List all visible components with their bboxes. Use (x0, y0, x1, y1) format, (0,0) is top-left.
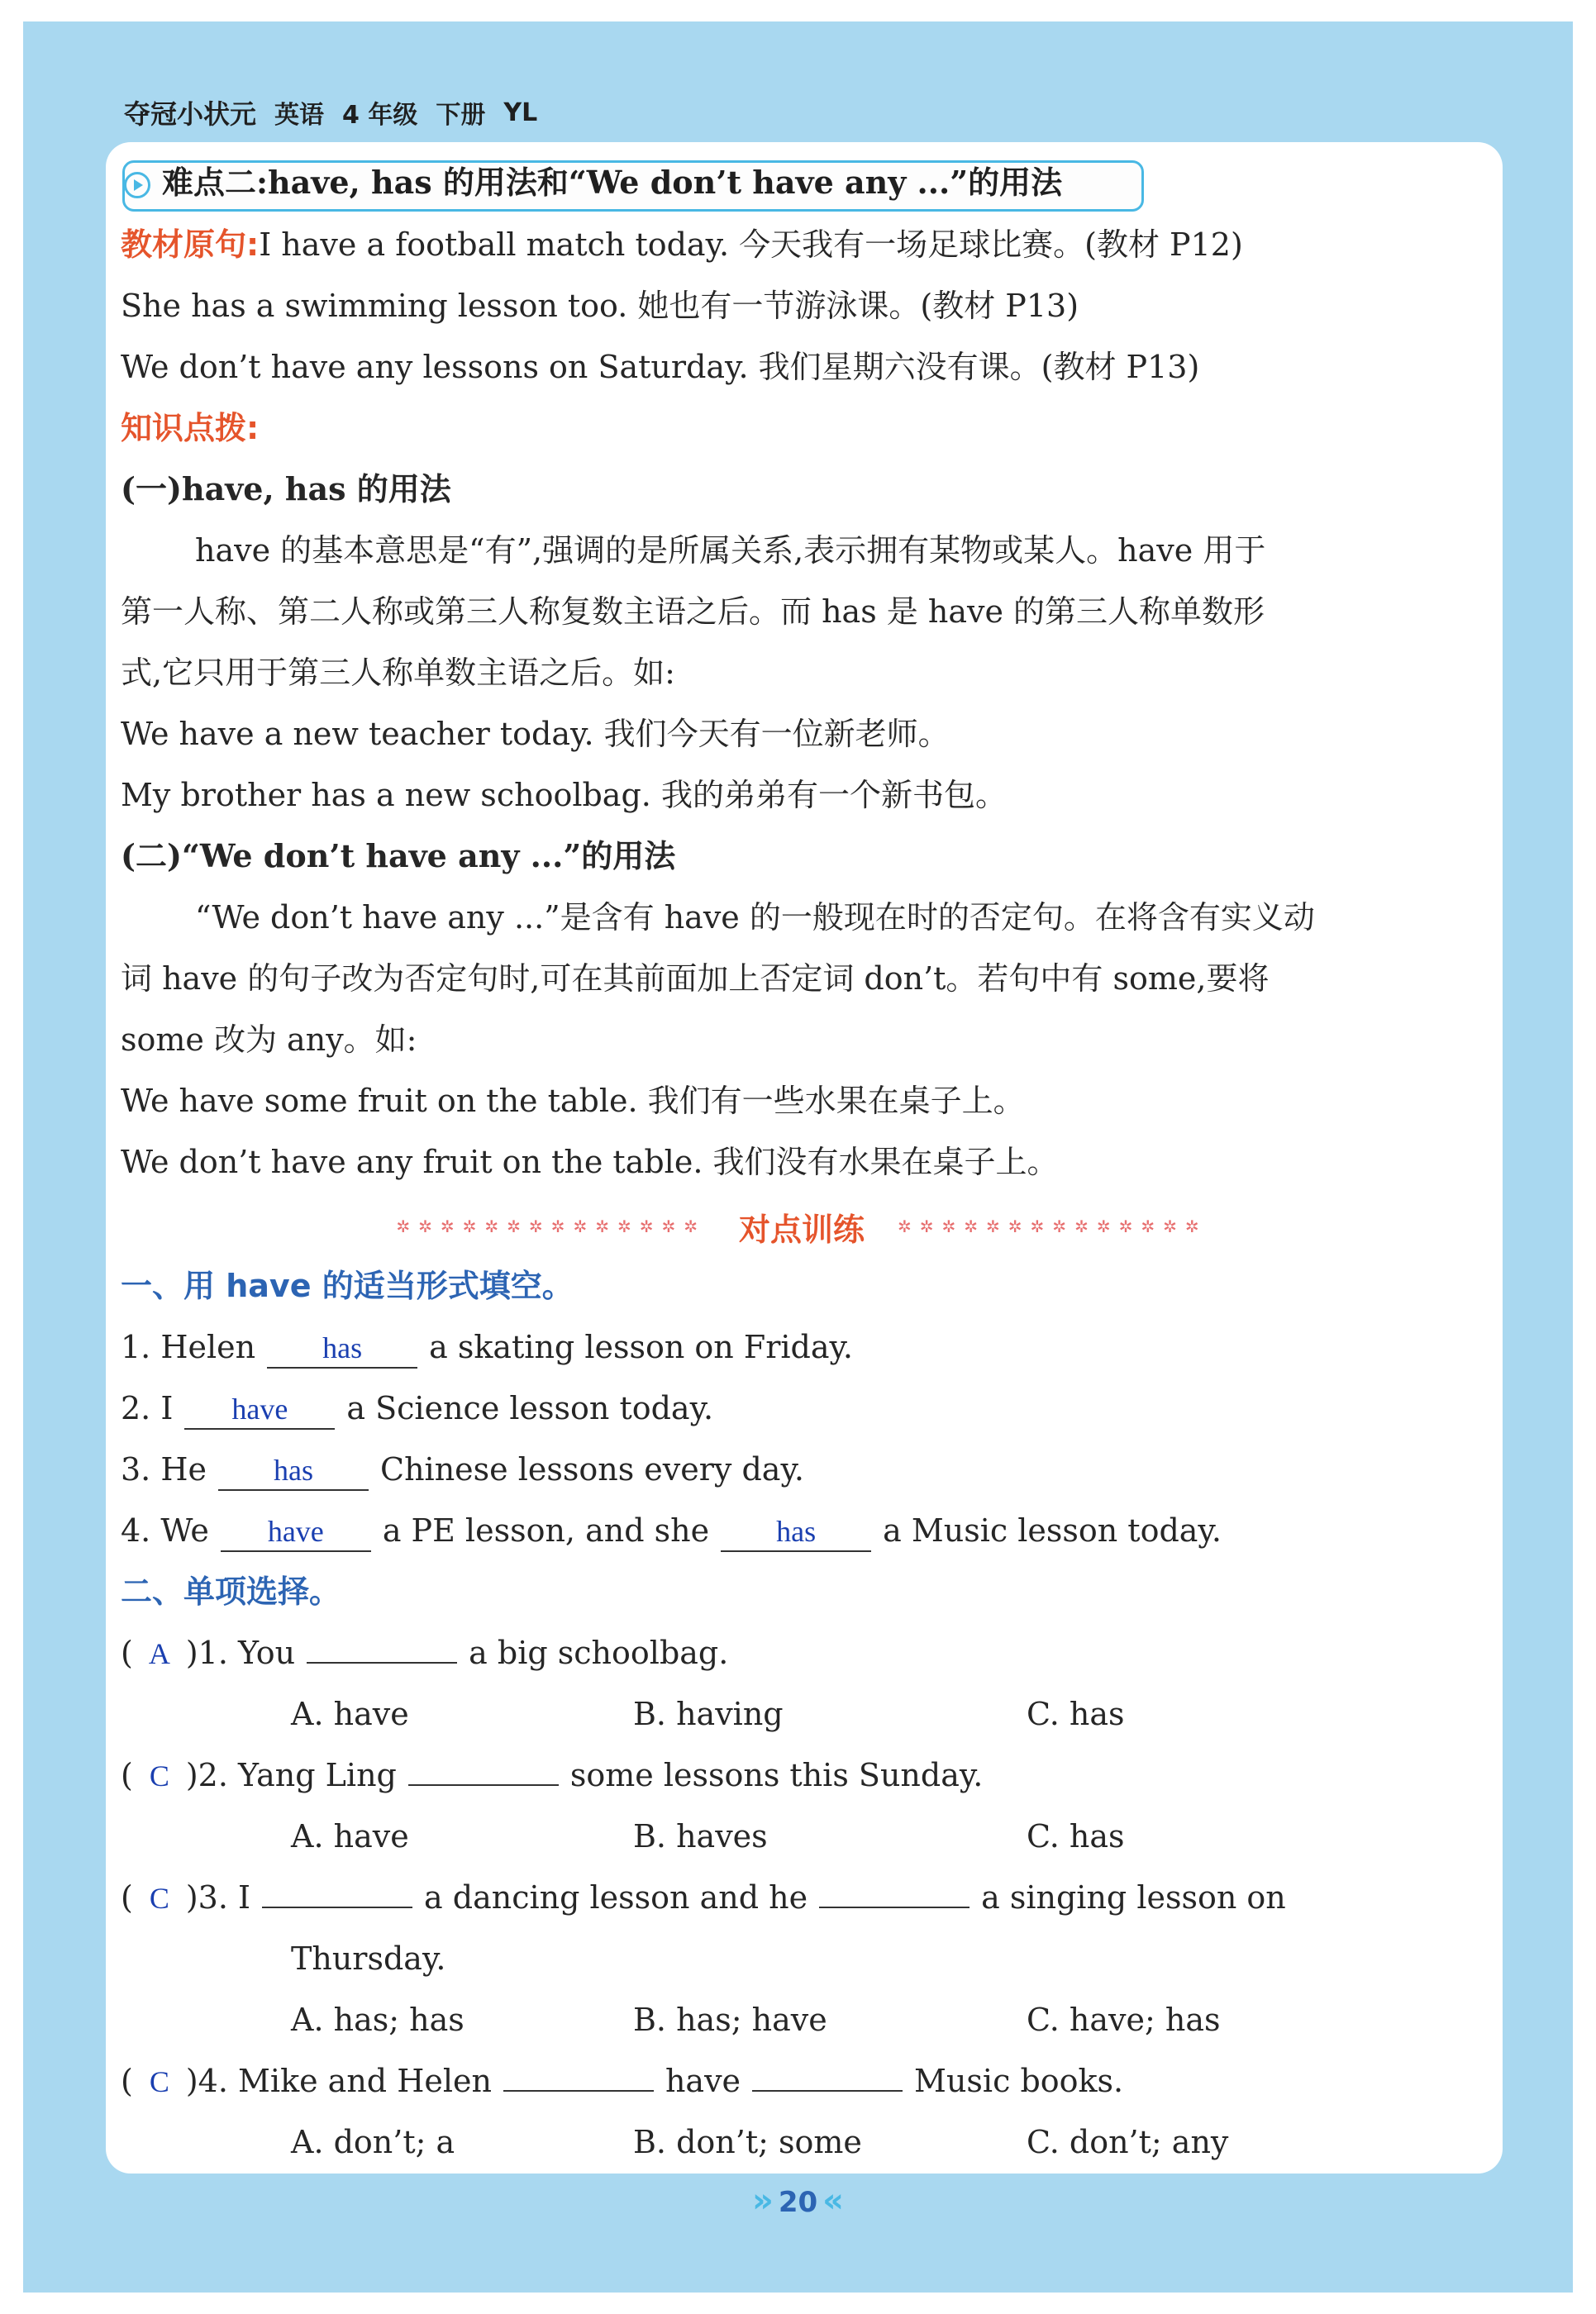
answer-blank[interactable] (307, 1662, 457, 1664)
option-a[interactable]: A. have (291, 1818, 409, 1855)
section-heading: 难点二:have, has 的用法和“We don’t have any ...”的用法 (162, 164, 1063, 201)
option-a[interactable]: A. have (291, 1696, 409, 1732)
fill-item-3: 3. He has Chinese lessons every day. (121, 1445, 1513, 1494)
answer-blank[interactable]: has (267, 1328, 417, 1369)
option-c[interactable]: C. has (1027, 1818, 1125, 1855)
chevron-left-icon: « (822, 2182, 844, 2220)
answer-blank[interactable] (752, 2090, 903, 2092)
fill-item-4: 4. We have a PE lesson, and she has a Music lesson today. (121, 1506, 1513, 1555)
answer-blank[interactable]: have (184, 1389, 335, 1430)
part1-example-1: We have a new teacher today. 我们今天有一位新老师。 (121, 716, 950, 752)
part1-title: (一)have, has 的用法 (121, 470, 451, 507)
option-c[interactable]: C. has (1027, 1696, 1125, 1732)
option-b[interactable]: B. don’t; some (633, 2124, 862, 2160)
mc-question-2: ( C )2. Yang Ling some lessons this Sunday. (121, 1750, 1513, 1801)
section1-title: 一、用 have 的适当形式填空。 (121, 1268, 574, 1304)
answer-blank[interactable] (408, 1784, 559, 1786)
answer-blank[interactable]: has (218, 1450, 369, 1491)
source-line-3: We don’t have any lessons on Saturday. 我们星期六没有课。(教材 P13) (121, 349, 1200, 385)
mc-question-1: ( A )1. You a big schoolbag. (121, 1628, 1513, 1678)
answer-blank[interactable] (262, 1907, 412, 1908)
option-a[interactable]: A. don’t; a (291, 2124, 455, 2160)
chevron-right-icon: » (751, 2182, 774, 2220)
answer-blank[interactable] (503, 2090, 654, 2092)
fill-item-1: 1. Helen has a skating lesson on Friday. (121, 1322, 1513, 1372)
training-divider (307, 1200, 1296, 1253)
option-c[interactable]: C. have; has (1027, 2002, 1221, 2038)
source-label: 教材原句: (121, 226, 260, 263)
option-a[interactable]: A. has; has (291, 2002, 465, 2038)
part2-para-3: some 改为 any。如: (121, 1021, 417, 1058)
option-b[interactable]: B. has; have (633, 2002, 827, 2038)
part2-example-2: We don’t have any fruit on the table. 我们没有水果在桌子上。 (121, 1144, 1059, 1180)
mc-answer[interactable]: C (149, 2065, 169, 2098)
mc-answer[interactable]: C (149, 1882, 169, 1915)
option-b[interactable]: B. having (633, 1696, 784, 1732)
option-b[interactable]: B. haves (633, 1818, 768, 1855)
part1-para-3: 式,它只用于第三人称单数主语之后。如: (121, 655, 675, 691)
tips-label: 知识点拨: (121, 410, 260, 446)
section2-title: 二、单项选择。 (121, 1574, 341, 1610)
part2-title: (二)“We don’t have any ...”的用法 (121, 837, 676, 874)
mc-answer[interactable]: C (149, 1759, 169, 1793)
answer-blank[interactable]: has (721, 1512, 871, 1552)
training-title: 对点训练 (738, 1211, 865, 1248)
subject-label: 英语 (274, 101, 325, 130)
grade-label: 4 年级 (342, 101, 418, 130)
part1-example-2: My brother has a new schoolbag. 我的弟弟有一个新书包。 (121, 777, 1007, 813)
mc-question-3: ( C )3. I a dancing lesson and he a singing lesson on (121, 1873, 1513, 1923)
volume-label: 下册 (436, 101, 486, 130)
option-c[interactable]: C. don’t; any (1027, 2124, 1229, 2160)
brand-title: 夺冠小状元 (124, 98, 257, 130)
part1-para-2: 第一人称、第二人称或第三人称复数主语之后。而 has 是 have 的第三人称单数形 (121, 593, 1265, 630)
edition-label: YL (503, 98, 538, 127)
divider-stars-left: ✲✲✲✲✲✲✲✲✲✲✲✲✲✲ (396, 1217, 706, 1236)
part1-para-1: have 的基本意思是“有”,强调的是所属关系,表示拥有某物或某人。have 用于 (195, 532, 1266, 569)
play-arrow-icon (124, 172, 150, 198)
fill-item-2: 2. I have a Science lesson today. (121, 1383, 1513, 1433)
mc-answer[interactable]: A (148, 1637, 170, 1670)
divider-stars-right: ✲✲✲✲✲✲✲✲✲✲✲✲✲✲ (898, 1217, 1208, 1236)
source-line-2: She has a swimming lesson too. 她也有一节游泳课。(教材 P13) (121, 288, 1079, 324)
answer-blank[interactable]: have (221, 1512, 371, 1552)
part2-para-1: “We don’t have any ...”是含有 have 的一般现在时的否定句。在将含有实义动 (195, 899, 1315, 936)
part2-para-2: 词 have 的句子改为否定句时,可在其前面加上否定词 don’t。若句中有 some,要将 (121, 960, 1270, 997)
mc-question-3-cont: Thursday. (291, 1940, 446, 1977)
source-line-1: 教材原句:I have a football match today. 今天我有一场足球比赛。(教材 P12) (121, 226, 1243, 263)
part2-example-1: We have some fruit on the table. 我们有一些水果在桌子上。 (121, 1083, 1025, 1119)
page-header (124, 91, 537, 134)
mc-question-4: ( C )4. Mike and Helen have Music books. (121, 2056, 1513, 2107)
answer-blank[interactable] (819, 1907, 970, 1908)
page-number: » 20 « (751, 2182, 844, 2220)
